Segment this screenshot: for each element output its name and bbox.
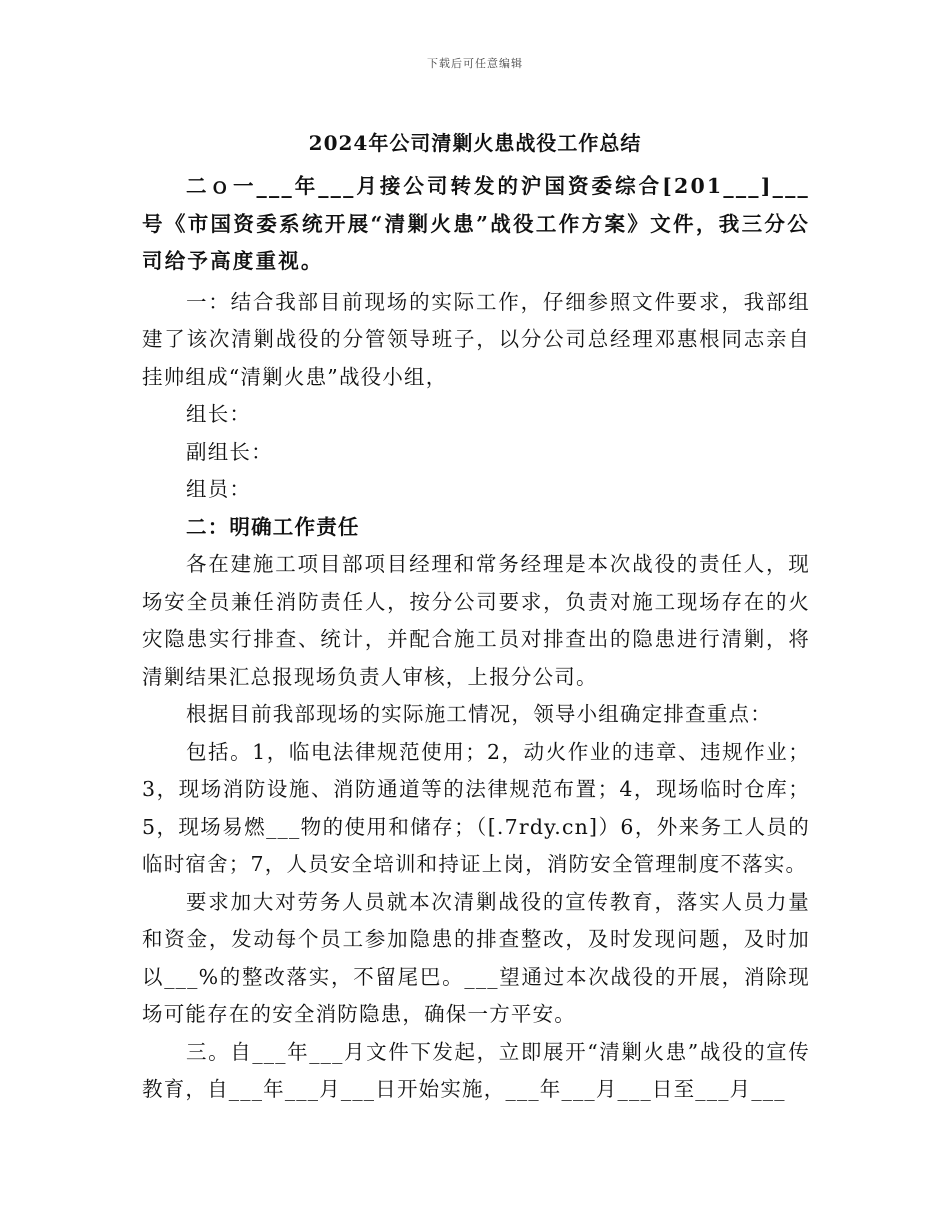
paragraph-inspection-focus: 根据目前我部现场的实际施工情况，领导小组确定排查重点：: [186, 702, 772, 726]
document-title: 2024年公司清剿火患战役工作总结: [308, 131, 642, 155]
paragraph-requirements: 要求加大对劳务人员就本次清剿战役的宣传教育，落实人员力量和资金，发动每个员工参加隐患的排查整改，及时发现问题，及时加以___%的整改落实，不留尾巴。___望通过本次战役的开展，消除现场可能存在的安全消防隐患，确保一方平安。: [142, 889, 810, 1026]
header-note: 下载后可任意编辑: [427, 57, 523, 70]
paragraph-section-one: 一：结合我部目前现场的实际工作，仔细参照文件要求，我部组建了该次清剿战役的分管领导班子，以分公司总经理邓惠根同志亲自挂帅组成“清剿火患”战役小组，: [142, 289, 810, 389]
paragraph-intro: 二ｏ一___年___月接公司转发的沪国资委综合[201___]___号《市国资委系统开展“清剿火患”战役工作方案》文件，我三分公司给予高度重视。: [142, 174, 810, 273]
section-heading-two: 二：明确工作责任: [186, 514, 360, 539]
paragraph-section-three: 三。自___年___月文件下发起，立即展开“清剿火患”战役的宣传教育，自___年___月___日开始实施，___年___月___日至___月___: [142, 1039, 810, 1101]
paragraph-members: 组员：: [186, 477, 252, 501]
paragraph-deputy-leader: 副组长：: [186, 439, 273, 464]
paragraph-inspection-items: 包括。1，临电法律规范使用；2，动火作业的违章、违规作业；3，现场消防设施、消防通道等的法律规范布置；4，现场临时仓库；5，现场易燃___物的使用和储存；（[.7rdy.cn]）6，外来务工人员的临时宿舍；7，人员安全培训和持证上岗，消防安全管理制度不落实。: [142, 739, 810, 876]
paragraph-leader: 组长：: [186, 402, 252, 426]
paragraph-responsibility: 各在建施工项目部项目经理和常务经理是本次战役的责任人，现场安全员兼任消防责任人，按分公司要求，负责对施工现场存在的火灾隐患实行排查、统计，并配合施工员对排查出的隐患进行清剿，将清剿结果汇总报现场负责人审核，上报分公司。: [142, 552, 810, 689]
document-body: [142, 168, 810, 1109]
